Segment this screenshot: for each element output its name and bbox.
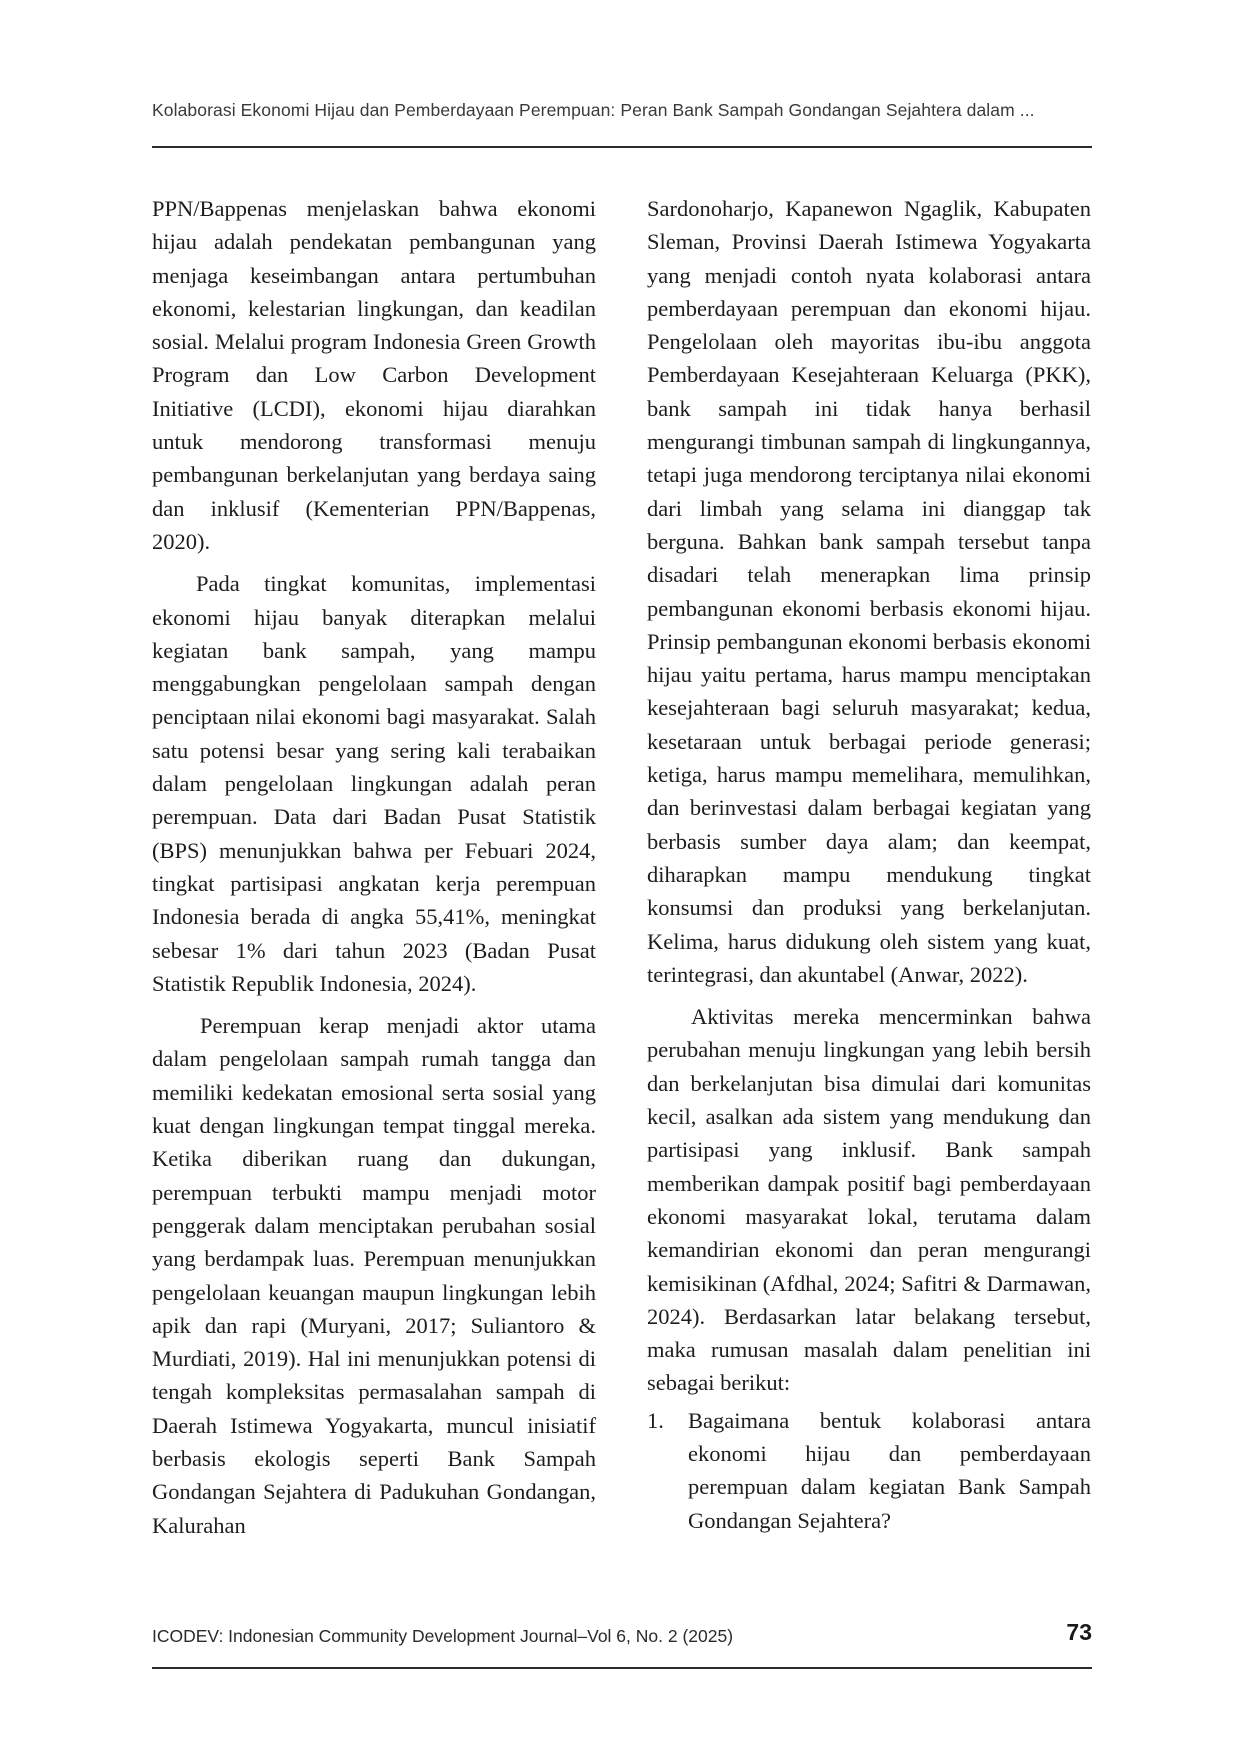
body-paragraph: Pada tingkat komunitas, implementasi ekonomi hijau banyak diterapkan melalui kegiatan bank sampah, yang mampu menggabungkan pengelolaan sampah dengan penciptaan nilai ekonomi bagi masyarakat. Salah satu potensi besar yang sering kali terabaikan dalam pengelolaan lingkungan adalah peran perempuan. Data dari Badan Pusat Statistik (BPS) menunjukkan bahwa per Febuari 2024, tingkat partisipasi angkatan kerja perempuan Indonesia berada di angka 55,41%, meningkat sebesar 1% dari tahun 2023 (Badan Pusat Statistik Republik Indonesia, 2024).	[152, 571, 596, 996]
header-rule	[152, 146, 1092, 148]
question-text: Bagaimana bentuk kolaborasi antara ekonomi hijau dan pemberdayaan perempuan dalam kegiatan Bank Sampah Gondangan Sejahtera?	[688, 1407, 1091, 1533]
page-number: 73	[1066, 1619, 1092, 1645]
left-text-column	[152, 192, 596, 1551]
research-question-item	[647, 1404, 1091, 1537]
footer-journal-citation: ICODEV: Indonesian Community Development Journal–Vol 6, No. 2 (2025)	[152, 1626, 734, 1646]
research-questions-list	[647, 1404, 1091, 1537]
body-paragraph: Aktivitas mereka mencerminkan bahwa perubahan menuju lingkungan yang lebih bersih dan berkelanjutan bisa dimulai dari komunitas kecil, asalkan ada sistem yang mendukung dan partisipasi yang inklusif. Bank sampah memberikan dampak positif bagi pemberdayaan ekonomi masyarakat lokal, terutama dalam kemandirian ekonomi dan peran mengurangi kemisikinan (Afdhal, 2024; Safitri & Darmawan, 2024). Berdasarkan latar belakang tersebut, maka rumusan masalah dalam penelitian ini sebagai berikut:	[647, 1004, 1091, 1396]
right-text-column	[647, 192, 1091, 1537]
question-number: 1.	[647, 1407, 664, 1433]
body-paragraph: PPN/Bappenas menjelaskan bahwa ekonomi hijau adalah pendekatan pembangunan yang menjaga keseimbangan antara pertumbuhan ekonomi, kelestarian lingkungan, dan keadilan sosial. Melalui program Indonesia Green Growth Program dan Low Carbon Development Initiative (LCDI), ekonomi hijau diarahkan untuk mendorong transformasi menuju pembangunan berkelanjutan yang berdaya saing dan inklusif (Kementerian PPN/Bappenas, 2020).	[152, 196, 596, 554]
running-header-title: Kolaborasi Ekonomi Hijau dan Pemberdayaan Perempuan: Peran Bank Sampah Gondangan Sejahtera dalam ...	[152, 100, 1035, 120]
body-paragraph: Perempuan kerap menjadi aktor utama dalam pengelolaan sampah rumah tangga dan memiliki kedekatan emosional serta sosial yang kuat dengan lingkungan tempat tinggal mereka. Ketika diberikan ruang dan dukungan, perempuan terbukti mampu menjadi motor penggerak dalam menciptakan perubahan sosial yang berdampak luas. Perempuan menunjukkan pengelolaan keuangan maupun lingkungan lebih apik dan rapi (Muryani, 2017; Suliantoro & Murdiati, 2019). Hal ini menunjukkan potensi di tengah kompleksitas permasalahan sampah di Daerah Istimewa Yogyakarta, muncul inisiatif berbasis ekologis seperti Bank Sampah Gondangan Sejahtera di Padukuhan Gondangan, Kalurahan	[152, 1013, 596, 1538]
footer-rule	[152, 1667, 1092, 1669]
body-paragraph: Sardonoharjo, Kapanewon Ngaglik, Kabupaten Sleman, Provinsi Daerah Istimewa Yogyakarta yang menjadi contoh nyata kolaborasi antara pemberdayaan perempuan dan ekonomi hijau. Pengelolaan oleh mayoritas ibu-ibu anggota Pemberdayaan Kesejahteraan Keluarga (PKK), bank sampah ini tidak hanya berhasil mengurangi timbunan sampah di lingkungannya, tetapi juga mendorong terciptanya nilai ekonomi dari limbah yang selama ini dianggap tak berguna. Bahkan bank sampah tersebut tanpa disadari telah menerapkan lima prinsip pembangunan ekonomi berbasis ekonomi hijau. Prinsip pembangunan ekonomi berbasis ekonomi hijau yaitu pertama, harus mampu menciptakan kesejahteraan bagi seluruh masyarakat; kedua, kesetaraan untuk berbagai periode generasi; ketiga, harus mampu memelihara, memulihkan, dan berinvestasi dalam berbagai kegiatan yang berbasis sumber daya alam; dan keempat, diharapkan mampu mendukung tingkat konsumsi dan produksi yang berkelanjutan. Kelima, harus didukung oleh sistem yang kuat, terintegrasi, dan akuntabel (Anwar, 2022).	[647, 196, 1091, 987]
